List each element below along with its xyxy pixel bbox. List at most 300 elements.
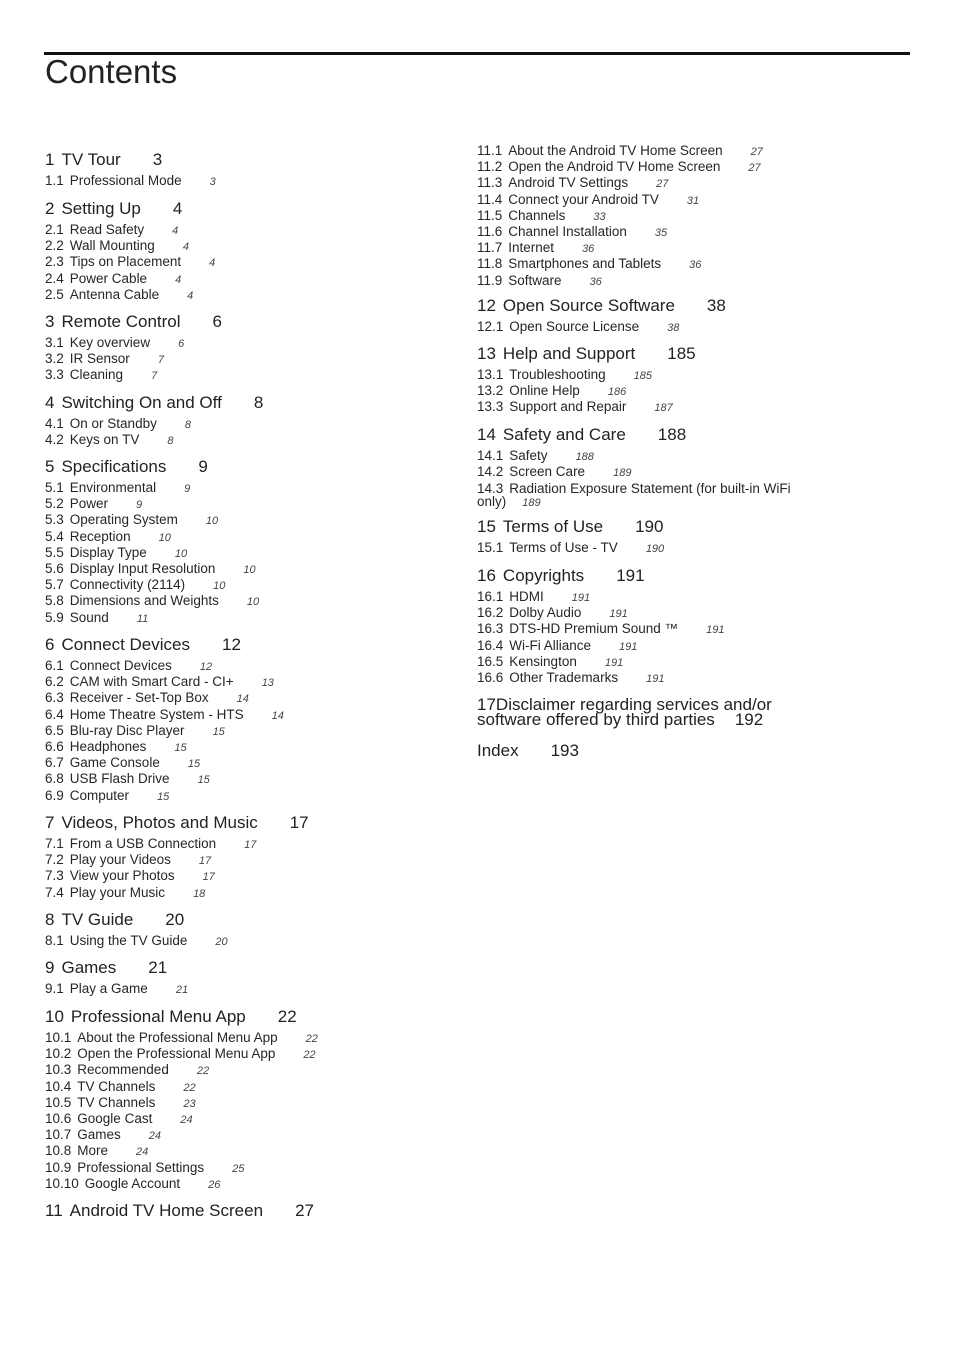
entry-title: Recommended bbox=[77, 1062, 169, 1078]
entry-number: 13.1 bbox=[477, 367, 504, 382]
chapter-number: 6 bbox=[45, 635, 55, 654]
toc-entry-2-4[interactable] bbox=[45, 271, 475, 287]
entry-page-number: 185 bbox=[633, 370, 652, 382]
entry-page-number: 6 bbox=[178, 338, 185, 350]
toc-entry-16-2[interactable] bbox=[477, 605, 907, 621]
entry-page-number: 15 bbox=[212, 725, 225, 738]
toc-entry-1-1[interactable] bbox=[45, 173, 475, 189]
toc-entry-11-9[interactable] bbox=[477, 273, 907, 289]
entry-number: 7.2 bbox=[45, 852, 64, 868]
chapter-page-number: 12 bbox=[221, 635, 241, 654]
entry-number: 2.4 bbox=[45, 270, 64, 286]
entry-list bbox=[45, 173, 475, 189]
entry-number: 3.3 bbox=[45, 367, 64, 383]
entry-number: 14.2 bbox=[477, 464, 504, 480]
chapter-heading-index[interactable] bbox=[477, 741, 907, 763]
toc-section bbox=[45, 150, 475, 189]
toc-section bbox=[45, 910, 475, 949]
entry-number: 16.3 bbox=[477, 621, 504, 637]
entry-number: 6.6 bbox=[45, 738, 64, 754]
chapter-title: Open Source Software bbox=[502, 296, 675, 315]
chapter-title: Connect Devices bbox=[61, 635, 190, 654]
toc-entry-3-1[interactable] bbox=[45, 335, 475, 351]
entry-number: 16.1 bbox=[477, 589, 504, 604]
entry-title: TV Channels bbox=[77, 1094, 156, 1110]
entry-number: 10.9 bbox=[45, 1159, 72, 1175]
entry-title: Antenna Cable bbox=[69, 286, 160, 302]
entry-number: 6.5 bbox=[45, 722, 64, 738]
entry-number: 11.2 bbox=[477, 159, 503, 175]
toc-entry-14-1[interactable] bbox=[477, 448, 907, 464]
entry-page-number: 10 bbox=[243, 563, 256, 576]
toc-entry-4-2[interactable] bbox=[45, 432, 475, 448]
entry-title: Google Account bbox=[84, 1175, 181, 1191]
entry-list bbox=[45, 981, 475, 997]
toc-section bbox=[477, 697, 907, 727]
chapter-number: 8 bbox=[45, 910, 55, 929]
entry-title: From a USB Connection bbox=[69, 836, 217, 851]
entry-title: Keys on TV bbox=[69, 432, 140, 448]
entry-number: 5.5 bbox=[45, 544, 64, 560]
entry-page-number: 26 bbox=[208, 1178, 221, 1191]
toc-entry-11-8[interactable] bbox=[477, 256, 907, 272]
toc-entry-13-3[interactable] bbox=[477, 399, 907, 415]
chapter-title: Android TV Home Screen bbox=[69, 1201, 264, 1220]
toc-entry-6-2[interactable] bbox=[45, 674, 475, 690]
entry-page-number: 24 bbox=[148, 1130, 162, 1143]
entry-number: 5.6 bbox=[45, 560, 64, 576]
toc-entry-16-1[interactable] bbox=[477, 589, 907, 605]
entry-page-number: 10 bbox=[174, 547, 188, 560]
entry-number: 10.4 bbox=[45, 1078, 72, 1094]
chapter-number: 16 bbox=[477, 566, 496, 585]
toc-entry-5-9[interactable] bbox=[45, 610, 475, 626]
entry-number: 14.1 bbox=[477, 448, 504, 463]
chapter-page-number: 193 bbox=[550, 741, 579, 760]
chapter-page-number: 27 bbox=[295, 1201, 314, 1220]
chapter-heading-13[interactable] bbox=[477, 344, 907, 366]
chapter-number: 13 bbox=[477, 344, 496, 363]
toc-entry-11-3[interactable] bbox=[477, 175, 907, 191]
entry-title: Wall Mounting bbox=[69, 238, 155, 254]
entry-page-number: 191 bbox=[706, 624, 725, 637]
entry-title: Display Type bbox=[69, 544, 147, 560]
toc-section bbox=[45, 635, 475, 804]
toc-entry-12-1[interactable] bbox=[477, 319, 907, 335]
entry-number: 5.7 bbox=[45, 577, 64, 593]
entry-page-number: 20 bbox=[215, 936, 228, 948]
toc-section bbox=[477, 425, 907, 510]
entry-title: Professional Settings bbox=[77, 1159, 205, 1175]
entry-title: Screen Care bbox=[509, 464, 586, 480]
entry-title: Dolby Audio bbox=[509, 605, 582, 621]
entry-list bbox=[477, 540, 907, 556]
toc-entry-6-4[interactable] bbox=[45, 707, 475, 723]
entry-page-number: 9 bbox=[136, 499, 143, 512]
toc-section bbox=[477, 296, 907, 335]
entry-page-number: 10 bbox=[246, 596, 260, 609]
toc-entry-7-2[interactable] bbox=[45, 852, 475, 868]
toc-entry-5-7[interactable] bbox=[45, 577, 475, 593]
toc-entry-6-3[interactable] bbox=[45, 690, 475, 706]
entry-number: 6.8 bbox=[45, 771, 64, 787]
entry-number: 5.9 bbox=[45, 609, 64, 625]
toc-section bbox=[45, 312, 475, 384]
toc-entry-10-2[interactable] bbox=[45, 1046, 475, 1062]
entry-title: Open Source License bbox=[509, 319, 640, 334]
entry-page-number: 22 bbox=[196, 1065, 210, 1078]
entry-number: 4.1 bbox=[45, 416, 64, 431]
toc-entry-6-6[interactable] bbox=[45, 739, 475, 755]
toc-entry-10-8[interactable] bbox=[45, 1143, 475, 1159]
entry-page-number: 12 bbox=[199, 661, 213, 673]
entry-page-number: 17 bbox=[244, 839, 257, 851]
entry-number: 10.8 bbox=[45, 1143, 72, 1159]
toc-entry-5-1[interactable] bbox=[45, 480, 475, 496]
toc-entry-6-9[interactable] bbox=[45, 788, 475, 804]
entry-number: 10.5 bbox=[45, 1094, 72, 1110]
chapter-number: 5 bbox=[45, 457, 55, 476]
entry-number: 10.1 bbox=[45, 1030, 72, 1045]
entry-page-number: 10 bbox=[205, 515, 219, 528]
toc-entry-10-9[interactable] bbox=[45, 1160, 475, 1176]
chapter-page-number: 191 bbox=[616, 566, 645, 585]
toc-entry-3-3[interactable] bbox=[45, 367, 475, 383]
toc-entry-9-1[interactable] bbox=[45, 981, 475, 997]
entry-page-number: 27 bbox=[656, 178, 669, 191]
chapter-page-number: 188 bbox=[657, 425, 687, 444]
entry-number: 13.3 bbox=[477, 399, 504, 415]
entry-title: On or Standby bbox=[69, 416, 157, 431]
chapter-page-number: 4 bbox=[172, 199, 183, 218]
entry-number: 11.4 bbox=[477, 191, 503, 207]
entry-number: 6.7 bbox=[45, 755, 64, 771]
entry-page-number: 35 bbox=[654, 226, 668, 239]
entry-number: 7.4 bbox=[45, 884, 64, 900]
entry-number: 11.7 bbox=[477, 240, 503, 256]
chapter-number: 17 bbox=[477, 695, 496, 714]
entry-title: HDMI bbox=[509, 589, 544, 604]
toc-entry-2-5[interactable] bbox=[45, 287, 475, 303]
chapter-heading-6[interactable] bbox=[45, 635, 475, 657]
toc-entry-5-8[interactable] bbox=[45, 593, 475, 609]
entry-number: 14.3 bbox=[477, 481, 504, 497]
chapter-title: Videos, Photos and Music bbox=[61, 813, 258, 832]
entry-page-number: 15 bbox=[187, 758, 201, 771]
entry-title: Receiver - Set-Top Box bbox=[69, 690, 209, 706]
toc-entry-10-10[interactable] bbox=[45, 1176, 475, 1192]
entry-title: TV Channels bbox=[77, 1078, 156, 1094]
toc-entry-7-3[interactable] bbox=[45, 868, 475, 884]
entry-title: Connect your Android TV bbox=[508, 191, 659, 207]
entry-page-number: 17 bbox=[198, 855, 212, 868]
entry-title: Channel Installation bbox=[508, 223, 627, 239]
chapter-title: Specifications bbox=[61, 457, 167, 476]
toc-entry-2-2[interactable] bbox=[45, 238, 475, 254]
entry-page-number: 8 bbox=[167, 435, 174, 448]
toc-entry-10-5[interactable] bbox=[45, 1095, 475, 1111]
entry-number: 10.10 bbox=[45, 1175, 79, 1191]
entry-page-number: 188 bbox=[575, 451, 594, 463]
toc-entry-7-4[interactable] bbox=[45, 885, 475, 901]
toc-entry-6-1[interactable] bbox=[45, 658, 475, 674]
entry-title: Channels bbox=[508, 207, 566, 223]
entry-number: 16.2 bbox=[477, 605, 504, 621]
entry-list bbox=[477, 143, 907, 289]
chapter-page-number: 17 bbox=[289, 813, 309, 832]
entry-page-number: 18 bbox=[193, 887, 206, 900]
toc-entry-11-5[interactable] bbox=[477, 208, 907, 224]
chapter-number: 2 bbox=[45, 199, 55, 218]
entry-number: 9.1 bbox=[45, 981, 64, 996]
entry-page-number: 38 bbox=[667, 322, 680, 334]
toc-entry-10-6[interactable] bbox=[45, 1111, 475, 1127]
toc-entry-11-2[interactable] bbox=[477, 159, 907, 175]
entry-title: More bbox=[77, 1143, 109, 1159]
entry-title: Computer bbox=[69, 787, 130, 803]
chapter-page-number: 21 bbox=[148, 958, 168, 977]
toc-entry-10-4[interactable] bbox=[45, 1079, 475, 1095]
entry-title: USB Flash Drive bbox=[69, 771, 170, 787]
chapter-heading-17[interactable] bbox=[477, 697, 827, 727]
toc-entry-14-3[interactable] bbox=[477, 480, 847, 510]
toc-entry-13-1[interactable] bbox=[477, 367, 907, 383]
chapter-heading-2[interactable] bbox=[45, 199, 475, 221]
entry-page-number: 8 bbox=[184, 419, 191, 431]
toc-entry-16-4[interactable] bbox=[477, 638, 907, 654]
toc-entry-11-7[interactable] bbox=[477, 240, 907, 256]
toc-section bbox=[45, 813, 475, 901]
toc-entry-13-2[interactable] bbox=[477, 383, 907, 399]
entry-list bbox=[45, 416, 475, 448]
chapter-heading-3[interactable] bbox=[45, 312, 475, 334]
entry-page-number: 15 bbox=[174, 741, 187, 754]
entry-number: 11.1 bbox=[477, 143, 503, 158]
chapter-title: Help and Support bbox=[502, 344, 636, 363]
entry-title: Internet bbox=[508, 240, 555, 256]
entry-number: 2.1 bbox=[45, 222, 64, 237]
entry-title: Operating System bbox=[69, 512, 178, 528]
entry-page-number: 7 bbox=[157, 354, 164, 367]
entry-page-number: 33 bbox=[593, 210, 606, 223]
entry-page-number: 23 bbox=[183, 1097, 196, 1110]
toc-entry-10-3[interactable] bbox=[45, 1062, 475, 1078]
toc-entry-6-8[interactable] bbox=[45, 771, 475, 787]
toc-entry-5-6[interactable] bbox=[45, 561, 475, 577]
entry-number: 16.5 bbox=[477, 653, 504, 669]
entry-number: 11.8 bbox=[477, 256, 503, 272]
chapter-title: Remote Control bbox=[61, 312, 181, 331]
toc-entry-6-5[interactable] bbox=[45, 723, 475, 739]
entry-page-number: 191 bbox=[571, 592, 591, 604]
toc-entry-11-6[interactable] bbox=[477, 224, 907, 240]
entry-title: Wi-Fi Alliance bbox=[509, 637, 592, 653]
entry-number: 10.7 bbox=[45, 1127, 72, 1143]
chapter-title: Index bbox=[477, 741, 519, 760]
chapter-title: TV Guide bbox=[61, 910, 134, 929]
entry-list bbox=[45, 335, 475, 384]
entry-title: Using the TV Guide bbox=[69, 933, 188, 948]
toc-entry-10-1[interactable] bbox=[45, 1030, 475, 1046]
entry-number: 15.1 bbox=[477, 540, 504, 555]
entry-title: Key overview bbox=[69, 335, 151, 350]
chapter-heading-7[interactable] bbox=[45, 813, 475, 835]
chapter-heading-8[interactable] bbox=[45, 910, 475, 932]
entry-number: 11.9 bbox=[477, 272, 503, 288]
entry-page-number: 25 bbox=[232, 1162, 245, 1175]
entry-page-number: 3 bbox=[209, 176, 216, 188]
entry-number: 16.6 bbox=[477, 669, 504, 685]
entry-title: Safety bbox=[509, 448, 548, 463]
entry-number: 4.2 bbox=[45, 432, 64, 448]
entry-page-number: 189 bbox=[613, 467, 632, 480]
entry-number: 11.6 bbox=[477, 223, 503, 239]
entry-list bbox=[45, 222, 475, 303]
toc-entry-8-1[interactable] bbox=[45, 933, 475, 949]
chapter-heading-10[interactable] bbox=[45, 1007, 475, 1029]
entry-page-number: 14 bbox=[271, 709, 284, 722]
toc-entry-14-2[interactable] bbox=[477, 464, 907, 480]
toc-entry-5-4[interactable] bbox=[45, 529, 475, 545]
toc-entry-4-1[interactable] bbox=[45, 416, 475, 432]
toc-entry-11-4[interactable] bbox=[477, 192, 907, 208]
toc-entry-10-7[interactable] bbox=[45, 1127, 475, 1143]
entry-title: Games bbox=[77, 1127, 121, 1143]
toc-entry-2-3[interactable] bbox=[45, 254, 475, 270]
toc-section bbox=[45, 1007, 475, 1192]
chapter-number: 12 bbox=[477, 296, 496, 315]
entry-title: Connectivity (2114) bbox=[69, 577, 186, 593]
entry-title: Other Trademarks bbox=[509, 669, 619, 685]
entry-number: 11.3 bbox=[477, 175, 503, 191]
entry-page-number: 190 bbox=[645, 543, 665, 555]
toc-entry-7-1[interactable] bbox=[45, 836, 475, 852]
entry-list bbox=[45, 1030, 475, 1192]
entry-page-number: 10 bbox=[158, 531, 171, 544]
chapter-heading-5[interactable] bbox=[45, 457, 475, 479]
entry-title: Kensington bbox=[509, 653, 577, 669]
entry-list bbox=[477, 319, 907, 335]
entry-number: 6.4 bbox=[45, 706, 64, 722]
chapter-heading-15[interactable] bbox=[477, 517, 907, 539]
entry-title: Display Input Resolution bbox=[69, 560, 216, 576]
entry-page-number: 4 bbox=[209, 257, 216, 270]
entry-page-number: 4 bbox=[172, 225, 179, 237]
entry-page-number: 15 bbox=[197, 774, 210, 787]
chapter-number: 9 bbox=[45, 958, 55, 977]
chapter-title: Terms of Use bbox=[502, 517, 604, 536]
entry-list bbox=[45, 933, 475, 949]
entry-page-number: 4 bbox=[182, 241, 189, 254]
entry-page-number: 36 bbox=[689, 259, 702, 272]
entry-title: Online Help bbox=[509, 383, 580, 399]
toc-section bbox=[477, 143, 907, 289]
entry-page-number: 191 bbox=[619, 640, 638, 653]
entry-page-number: 11 bbox=[136, 612, 149, 625]
entry-title: Reception bbox=[69, 528, 131, 544]
entry-page-number: 9 bbox=[184, 483, 191, 495]
entry-title: Terms of Use - TV bbox=[509, 540, 618, 555]
page-title: Contents bbox=[45, 53, 178, 90]
entry-number: 2.2 bbox=[45, 238, 64, 254]
toc-section bbox=[477, 741, 907, 763]
entry-number: 5.4 bbox=[45, 528, 64, 544]
entry-number: 10.3 bbox=[45, 1062, 72, 1078]
entry-title: Blu-ray Disc Player bbox=[69, 722, 185, 738]
toc-entry-6-7[interactable] bbox=[45, 755, 475, 771]
entry-number: 5.8 bbox=[45, 593, 64, 609]
toc-entry-11-1[interactable] bbox=[477, 143, 907, 159]
toc-entry-16-3[interactable] bbox=[477, 621, 907, 637]
entry-page-number: 36 bbox=[582, 243, 595, 256]
entry-page-number: 186 bbox=[607, 386, 627, 399]
chapter-page-number: 3 bbox=[152, 150, 163, 169]
entry-number: 10.2 bbox=[45, 1046, 72, 1062]
entry-title: Environmental bbox=[69, 480, 157, 495]
toc-entry-5-3[interactable] bbox=[45, 512, 475, 528]
entry-number: 6.1 bbox=[45, 658, 64, 673]
chapter-title: Disclaimer regarding services and/or software offered by third parties bbox=[477, 695, 772, 729]
chapter-number: 11 bbox=[45, 1201, 63, 1220]
chapter-title: Copyrights bbox=[502, 566, 585, 585]
entry-list bbox=[45, 836, 475, 901]
entry-title: View your Photos bbox=[69, 868, 175, 884]
chapter-heading-9[interactable] bbox=[45, 958, 475, 980]
toc-section bbox=[477, 566, 907, 686]
entry-number: 8.1 bbox=[45, 933, 64, 948]
entry-page-number: 7 bbox=[151, 370, 158, 383]
toc-entry-2-1[interactable] bbox=[45, 222, 475, 238]
chapter-page-number: 20 bbox=[165, 910, 185, 929]
chapter-number: 4 bbox=[45, 393, 55, 412]
entry-list bbox=[477, 367, 907, 416]
toc-entry-15-1[interactable] bbox=[477, 540, 907, 556]
toc-entry-5-5[interactable] bbox=[45, 545, 475, 561]
chapter-heading-11[interactable] bbox=[45, 1201, 475, 1223]
chapter-number: 14 bbox=[477, 425, 496, 444]
chapter-page-number: 8 bbox=[253, 393, 264, 412]
entry-title: About the Professional Menu App bbox=[77, 1030, 278, 1045]
toc-entry-16-6[interactable] bbox=[477, 670, 907, 686]
entry-page-number: 10 bbox=[213, 580, 226, 593]
chapter-heading-1[interactable] bbox=[45, 150, 475, 172]
toc-entry-16-5[interactable] bbox=[477, 654, 907, 670]
chapter-page-number: 22 bbox=[277, 1007, 297, 1026]
chapter-title: Setting Up bbox=[61, 199, 141, 218]
chapter-heading-4[interactable] bbox=[45, 393, 475, 415]
chapter-heading-16[interactable] bbox=[477, 566, 907, 588]
entry-title: IR Sensor bbox=[69, 351, 130, 367]
entry-number: 2.3 bbox=[45, 254, 64, 270]
toc-section bbox=[477, 517, 907, 556]
chapter-number: 1 bbox=[45, 150, 55, 169]
chapter-heading-12[interactable] bbox=[477, 296, 907, 318]
entry-number: 16.4 bbox=[477, 637, 504, 653]
entry-title: CAM with Smart Card - CI+ bbox=[69, 674, 234, 690]
entry-page-number: 27 bbox=[750, 146, 763, 158]
entry-page-number: 24 bbox=[136, 1146, 149, 1159]
toc-entry-5-2[interactable] bbox=[45, 496, 475, 512]
entry-page-number: 22 bbox=[303, 1049, 316, 1062]
toc-section bbox=[45, 1201, 475, 1223]
toc-entry-3-2[interactable] bbox=[45, 351, 475, 367]
chapter-heading-14[interactable] bbox=[477, 425, 907, 447]
entry-title: Dimensions and Weights bbox=[69, 593, 219, 609]
chapter-title: Switching On and Off bbox=[61, 393, 222, 412]
entry-title: Headphones bbox=[69, 738, 147, 754]
entry-title: Home Theatre System - HTS bbox=[69, 706, 244, 722]
entry-page-number: 4 bbox=[175, 273, 182, 286]
